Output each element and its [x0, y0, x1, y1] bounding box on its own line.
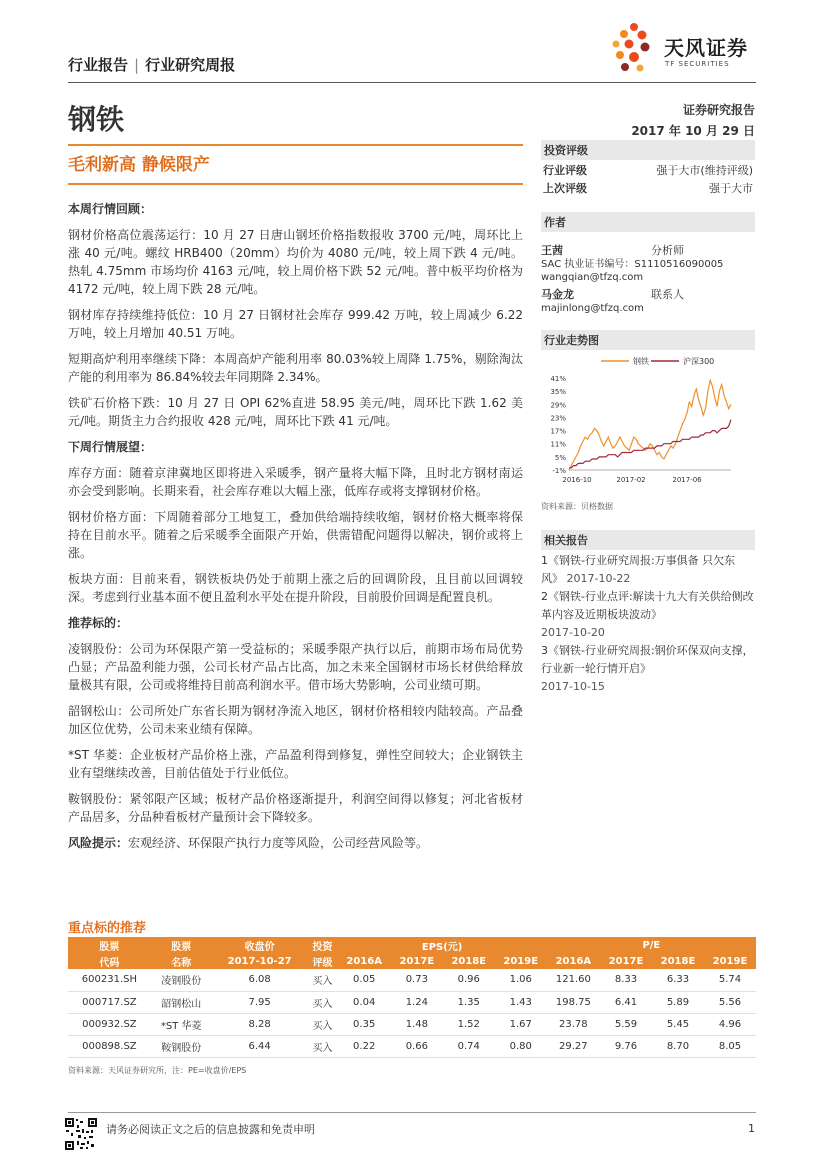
brand-logo-icon	[612, 22, 658, 74]
table-cell: 198.75	[547, 991, 600, 1013]
table-cell: 121.60	[547, 969, 600, 991]
table-cell: 8.05	[704, 1035, 756, 1057]
col-subheader: 2017E	[600, 953, 652, 969]
table-cell: 1.35	[443, 991, 495, 1013]
col-subheader: 评级	[308, 953, 338, 969]
table-cell: 1.67	[495, 1013, 547, 1035]
title-divider-bottom	[68, 183, 523, 185]
table-cell: 5.56	[704, 991, 756, 1013]
table-cell: 8.33	[600, 969, 652, 991]
related-report-date: 2017-10-15	[541, 680, 605, 693]
related-report-date: 2017-10-22	[566, 572, 631, 585]
col-header-eps: EPS(元)	[338, 937, 547, 953]
rating-heading: 投资评级	[541, 140, 755, 160]
table-source: 资料来源：天风证券研究所，注：PE=收盘价/EPS	[68, 1066, 247, 1075]
y-tick-label: 23%	[550, 414, 566, 423]
table-row	[68, 1013, 756, 1035]
recommendation-heading: 推荐标的：	[68, 616, 129, 630]
table-header-row-1	[68, 937, 756, 953]
paragraph-rec-hualing: *ST 华菱：企业板材产品价格上涨，产品盈利得到修复，弹性空间较大；企业钢铁主业有望继续改善，目前估值处于行业低位。	[68, 748, 523, 780]
brand-name-en: TF SECURITIES	[665, 60, 730, 68]
legend-label-csi300: 沪深300	[683, 357, 715, 366]
report-subtitle: 毛利新高 静候限产	[68, 155, 210, 175]
table-cell: 1.48	[391, 1013, 443, 1035]
table-cell: 0.96	[443, 969, 495, 991]
industry-rating-row	[541, 162, 755, 180]
chart-legend	[601, 356, 714, 366]
table-cell: 韶钢松山	[151, 991, 212, 1013]
col-header-name: 股票	[151, 937, 212, 953]
paragraph-blast-furnace: 短期高炉利用率继续下降：本周高炉产能利用率 80.03%较上周降 1.75%，剔除淘汰产能的利用率为 86.84%较去年同期降 2.34%。	[68, 352, 523, 384]
disclaimer-notice[interactable]: 请务必阅读正文之后的信息披露和免责申明	[106, 1123, 315, 1136]
col-header-price: 收盘价	[212, 937, 308, 953]
legend-label-steel: 钢铁	[633, 357, 649, 366]
author-panel	[541, 212, 755, 315]
author2-name: 马金龙	[541, 288, 574, 301]
y-tick-label: 29%	[550, 401, 566, 410]
table-row	[68, 991, 756, 1013]
related-report-item[interactable]	[541, 588, 755, 642]
col-subheader: 2016A	[547, 953, 600, 969]
qr-code-icon	[64, 1117, 98, 1151]
table-cell: 凌钢股份	[151, 969, 212, 991]
table-cell: 0.80	[495, 1035, 547, 1057]
rating-panel	[541, 140, 755, 198]
table-cell: 鞍钢股份	[151, 1035, 212, 1057]
table-cell: 5.59	[600, 1013, 652, 1035]
previous-rating-label: 上次评级	[543, 182, 587, 195]
y-tick-label: -1%	[552, 467, 566, 475]
paragraph-rec-angang: 鞍钢股份：紧邻限产区域；板材产品价格逐渐提升，利润空间得以修复；河北省板材产品居多，分品种看板材产量预计会下降较多。	[68, 792, 523, 824]
author2-role: 联系人	[651, 288, 684, 301]
table-cell: 4.96	[704, 1013, 756, 1035]
related-report-item[interactable]	[541, 552, 755, 588]
title-divider-top	[68, 144, 523, 146]
industry-rating-value: 强于大市(维持评级)	[656, 164, 753, 177]
table-title: 重点标的推荐	[68, 921, 147, 936]
x-tick-label: 2017-06	[672, 476, 702, 484]
risk-text: 宏观经济、环保限产执行力度等风险，公司经营风险等。	[128, 836, 429, 850]
related-report-title: 3《钢铁-行业研究周报:钢价环保双向支撑，行业新一轮行情开启》	[541, 644, 754, 675]
author1-certificate: SAC 执业证书编号：S1110516090005	[541, 259, 724, 270]
header-divider	[68, 82, 756, 83]
table-cell: 23.78	[547, 1013, 600, 1035]
table-cell: 000932.SZ	[68, 1013, 151, 1035]
col-subheader: 2017E	[391, 953, 443, 969]
footer-divider	[68, 1112, 756, 1113]
table-cell: 5.89	[652, 991, 704, 1013]
table-cell: 5.74	[704, 969, 756, 991]
table-cell: *ST 华菱	[151, 1013, 212, 1035]
brand-logo	[612, 22, 762, 74]
author1-role: 分析师	[651, 244, 684, 257]
brand-name: 天风证券	[664, 36, 748, 60]
author1-name: 王茜	[541, 244, 563, 257]
table-cell: 0.35	[338, 1013, 391, 1035]
previous-rating-value: 强于大市	[709, 182, 753, 195]
chart-series	[569, 380, 731, 470]
table-cell: 6.33	[652, 969, 704, 991]
table-cell: 600231.SH	[68, 969, 151, 991]
y-tick-label: 41%	[550, 375, 566, 383]
risk-label: 风险提示：	[68, 836, 129, 850]
table-row	[68, 969, 756, 991]
table-cell: 买入	[308, 1035, 338, 1057]
table-cell: 0.74	[443, 1035, 495, 1057]
table-cell: 0.04	[338, 991, 391, 1013]
col-subheader: 2018E	[443, 953, 495, 969]
paragraph-outlook-sector: 板块方面：目前来看，钢铁板块仍处于前期上涨之后的回调阶段，且目前以回调较深。考虑到行业基本面不便且盈利水平处在提升阶段，目前股价回调是配置良机。	[68, 572, 523, 604]
col-header-code: 股票	[68, 937, 151, 953]
chart-source: 资料来源：贝格数据	[541, 502, 613, 511]
author1-row	[541, 242, 755, 258]
table-cell: 1.52	[443, 1013, 495, 1035]
table-cell: 0.22	[338, 1035, 391, 1057]
industry-trend-chart	[541, 350, 755, 490]
report-category	[68, 54, 235, 75]
category-separator: |	[134, 56, 140, 74]
author2-email[interactable]: majinlong@tfzq.com	[541, 303, 644, 314]
table-cell: 9.76	[600, 1035, 652, 1057]
table-cell: 6.44	[212, 1035, 308, 1057]
related-heading: 相关报告	[541, 530, 755, 550]
table-cell: 6.08	[212, 969, 308, 991]
col-subheader: 2018E	[652, 953, 704, 969]
paragraph-outlook-price: 钢材价格方面：下周随着部分工地复工，叠加供给端持续收缩，钢材价格大概率将保持在目前水平。随着之后采暖季全面限产开始，供需错配问题得以解决，钢价或将上涨。	[68, 510, 523, 560]
industry-rating-label: 行业评级	[543, 164, 587, 177]
paragraph-rec-shaogang: 韶钢松山：公司所处广东省长期为钢材净流入地区，钢材价格相较内陆较高。产品叠加区位优势，公司未来业绩有保障。	[68, 704, 523, 736]
col-header-rating: 投资	[308, 937, 338, 953]
paragraph-steel-price: 钢材价格高位震荡运行：10 月 27 日唐山钢坯价格指数报收 3700 元/吨，周环比上涨 40 元/吨。螺纹 HRB400（20mm）均价为 4080 元/吨，较上周下跌 4 元/吨。热轧 4.75mm 市场均价 4163 元/吨，较上周价格下跌 52 元/吨。普中板平均价格为 4172 元/吨，较上周下跌 28 元/吨。	[68, 228, 523, 296]
related-reports-panel	[541, 530, 755, 696]
table-cell: 1.06	[495, 969, 547, 991]
previous-rating-row	[541, 180, 755, 198]
author2-row	[541, 286, 755, 302]
y-tick-label: 11%	[550, 440, 566, 449]
table-cell: 000898.SZ	[68, 1035, 151, 1057]
table-cell: 29.27	[547, 1035, 600, 1057]
table-cell: 8.70	[652, 1035, 704, 1057]
table-cell: 1.43	[495, 991, 547, 1013]
report-date: 2017 年 10 月 29 日	[631, 124, 755, 138]
chart-axes	[550, 375, 731, 484]
col-subheader: 名称	[151, 953, 212, 969]
related-report-date: 2017-10-20	[541, 626, 605, 639]
x-tick-label: 2017-02	[616, 476, 646, 484]
y-tick-label: 5%	[554, 453, 566, 462]
paragraph-inventory: 钢材库存持续维持低位：10 月 27 日钢材社会库存 999.42 万吨，较上周减少 6.22 万吨，较上月增加 40.51 万吨。	[68, 308, 523, 340]
paragraph-iron-ore: 铁矿石价格下跌：10 月 27 日 OPI 62%直进 58.95 美元/吨，周环比下跌 1.62 美元/吨。期货主力合约报收 428 元/吨，周环比下跌 41 元/吨。	[68, 396, 523, 428]
table-header-row-2	[68, 953, 756, 969]
table-cell: 买入	[308, 1013, 338, 1035]
x-tick-label: 2016-10	[562, 476, 592, 484]
table-cell: 000717.SZ	[68, 991, 151, 1013]
y-tick-label: 35%	[550, 388, 566, 397]
table-cell: 7.95	[212, 991, 308, 1013]
table-cell: 5.45	[652, 1013, 704, 1035]
subcategory-label: 行业研究周报	[145, 56, 236, 74]
col-subheader: 代码	[68, 953, 151, 969]
series-line-steel	[569, 380, 731, 470]
page-number: 1	[748, 1122, 755, 1135]
related-report-title: 1《钢铁-行业研究周报:万事俱备 只欠东风》	[541, 554, 736, 585]
paragraph-outlook-inventory: 库存方面：随着京津冀地区即将进入采暖季，钢产量将大幅下降，且时北方钢材南运亦会受到影响。长期来看，社会库存难以大幅上涨，低库存或将支撑钢材价格。	[68, 466, 523, 498]
y-tick-label: 17%	[550, 427, 566, 436]
table-cell: 8.28	[212, 1013, 308, 1035]
outlook-heading: 下周行情展望：	[68, 440, 153, 454]
table-row	[68, 1035, 756, 1057]
table-cell: 买入	[308, 991, 338, 1013]
table-cell: 1.24	[391, 991, 443, 1013]
risk-warning	[68, 834, 523, 852]
paragraph-rec-lingang: 凌钢股份：公司为环保限产第一受益标的；采暖季限产执行以后，前期市场布局优势凸显；产品盈利能力强，公司长材产品占比高，加之未来全国钢材市场长材供给释放量极其有限，公司或将维持目前高利润水平。借市场大势影响，公司业绩可期。	[68, 642, 523, 692]
trend-panel	[541, 330, 755, 350]
col-subheader: 2016A	[338, 953, 391, 969]
author-heading: 作者	[541, 212, 755, 232]
report-type: 证券研究报告	[682, 103, 755, 117]
author1-email[interactable]: wangqian@tfzq.com	[541, 272, 644, 283]
table-cell: 0.66	[391, 1035, 443, 1057]
col-header-pe: P/E	[547, 937, 756, 953]
category-label: 行业报告	[68, 56, 129, 74]
main-content	[68, 200, 523, 860]
table-cell: 6.41	[600, 991, 652, 1013]
trend-heading: 行业走势图	[541, 330, 755, 350]
related-report-title: 2《钢铁-行业点评:解读十九大有关供给侧改革内容及近期板块波动》	[541, 590, 754, 621]
col-subheader: 2019E	[704, 953, 756, 969]
table-body	[68, 969, 756, 1057]
table-cell: 0.05	[338, 969, 391, 991]
sector-title: 钢铁	[68, 103, 125, 136]
table-cell: 买入	[308, 969, 338, 991]
recommended-stocks-table	[68, 937, 756, 1058]
col-subheader: 2017-10-27	[212, 953, 308, 969]
related-report-item[interactable]	[541, 642, 755, 696]
col-subheader: 2019E	[495, 953, 547, 969]
review-heading: 本周行情回顾：	[68, 202, 153, 216]
table-cell: 0.73	[391, 969, 443, 991]
